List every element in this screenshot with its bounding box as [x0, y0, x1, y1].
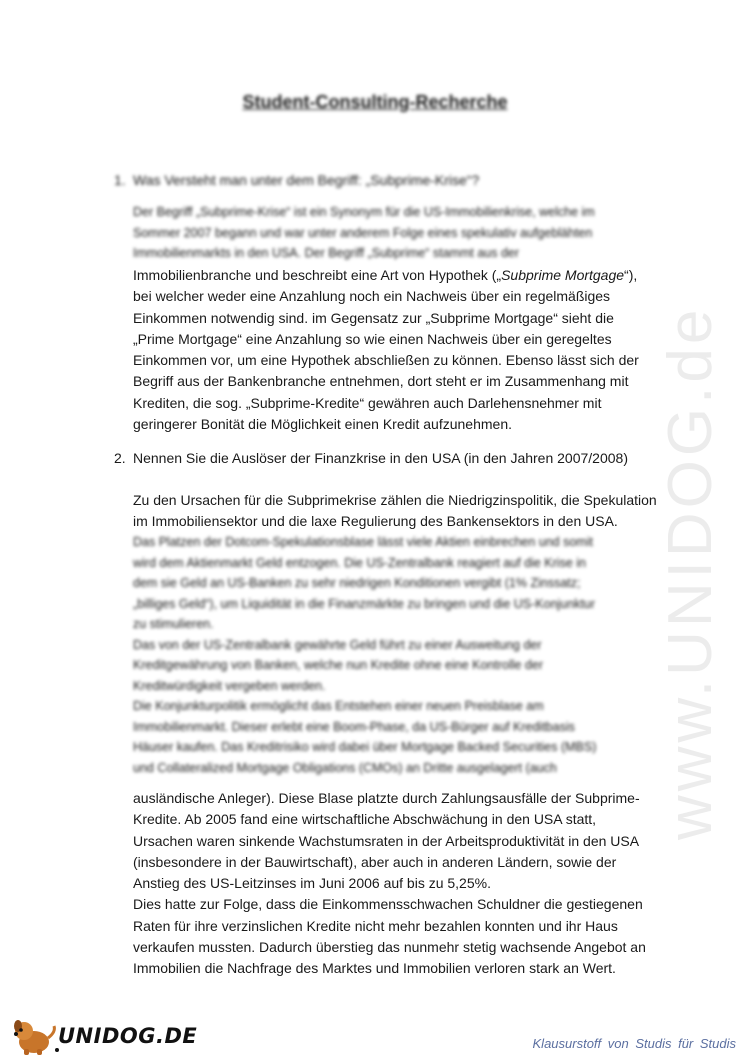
blurred-line: Die Konjunkturpolitik ermöglicht das Entstehen einer neuen Preisblase am	[133, 699, 544, 713]
blurred-line: Häuser kaufen. Das Kreditrisiko wird dabei über Mortgage Backed Securities (MBS)	[133, 740, 597, 754]
answer-1-italic-term: Subprime Mortgage	[501, 267, 625, 283]
unidog-logo[interactable]	[10, 1016, 197, 1056]
watermark: www.UNIDOG.de	[656, 305, 725, 840]
answer-2-intro: Zu den Ursachen für die Subprimekrise zählen die Niedrigzinspolitik, die Spekulation im Immobiliensektor und die laxe Regulierung des Bankensektors in den USA.	[133, 492, 657, 530]
question-1-text: Was Versteht man unter dem Begriff: „Subprime-Krise“?	[133, 172, 480, 188]
question-1-number: 1.	[114, 172, 126, 188]
answer-1-text	[133, 265, 658, 435]
page-title: Student-Consulting-Recherche	[242, 92, 508, 112]
answer-2-conclusion: Dies hatte zur Folge, dass die Einkommensschwachen Schuldner die gestiegenen Raten für ihre verzinslichen Kredite nicht mehr bezahlen konnten und ihr Haus verkaufen mussten. Dadurch überstieg das nunmehr stetig wachsende Angebot an Immobilien die Nachfrage des Marktes und Immobilien verloren stark an Wert.	[133, 896, 646, 977]
blurred-line: Der Begriff „Subprime-Krise“ ist ein Synonym für die US-Immobilienkrise, welche im	[133, 205, 595, 219]
dog-mascot-icon	[10, 1016, 62, 1056]
answer-1-blurred	[133, 202, 658, 264]
question-2-text: Nennen Sie die Auslöser der Finanzkrise in den USA (in den Jahren 2007/2008)	[133, 450, 628, 466]
footer-tagline: Klausurstoff von Studis für Studis	[532, 1036, 736, 1051]
blurred-line: dem sie Geld an US-Banken zu sehr niedrigen Konditionen vergibt (1% Zinssatz;	[133, 576, 581, 590]
blurred-line: Kreditgewährung von Banken, welche nun Kredite ohne eine Kontrolle der	[133, 658, 543, 672]
question-2-number: 2.	[114, 450, 126, 466]
blurred-line: Das von der US-Zentralbank gewährte Geld führt zu einer Ausweitung der	[133, 637, 542, 652]
blurred-line: Immobilienmarkts in den USA. Der Begriff „Subprime“ stammt aus der	[133, 246, 520, 260]
blurred-line: Das Platzen der Dotcom-Spekulationsblase lässt viele Aktien einbrechen und somit	[133, 535, 593, 549]
answer-2-blurred	[133, 532, 658, 778]
blurred-line: Sommer 2007 begann und war unter anderem Folge eines spekulativ aufgeblähten	[133, 225, 593, 240]
blurred-line: wird dem Aktienmarkt Geld entzogen. Die US-Zentralbank reagiert auf die Krise in	[133, 555, 586, 570]
answer-2-paragraph: ausländische Anleger). Diese Blase platzte durch Zahlungsausfälle der Subprime-Kredite. Ab 2005 fand eine wirtschaftliche Abschwächung in den USA statt, Ursachen waren sinkende Wachstumsraten in der Arbeitsproduktivität in den USA (insbesondere in der Bauwirtschaft), aber auch in anderen Ländern, sowie der Anstieg des US-Leitzinses im Juni 2006 auf bis zu 5,25%.	[133, 790, 640, 892]
blurred-line: und Collateralized Mortgage Obligations (CMOs) an Dritte ausgelagert (auch	[133, 760, 557, 775]
answer-1-text-rest: “), bei welcher weder eine Anzahlung noch ein Nachweis über ein regelmäßiges Einkommen notwendig sind. im Gegensatz zur „Subprime Mortgage“ sieht die „Prime Mortgage“ eine Anzahlung so wie einen Nachweis über ein geregeltes Einkommen vor, um eine Hypothek abschließen zu können. Ebenso lässt sich der Begriff aus der Bankenbranche entnehmen, dort steht er im Zusammenhang mit Krediten, die sog. „Subprime-Kredite“ gewähren auch Darlehensnehmer mit geringerer Bonität die Möglichkeit einen Kredit aufzunehmen.	[133, 267, 639, 433]
blurred-line: Kreditwürdigkeit vergeben werden.	[133, 678, 326, 693]
logo-text: UNIDOG.DE	[58, 1024, 198, 1048]
answer-2-text	[133, 788, 658, 980]
answer-1-text-start: Immobilienbranche und beschreibt eine Art von Hypothek („	[133, 267, 502, 283]
blurred-line: Immobilienmarkt. Dieser erlebt eine Boom-Phase, da US-Bürger auf Kreditbasis	[133, 719, 575, 734]
blurred-line: zu stimulieren.	[133, 617, 214, 631]
blurred-line: „billiges Geld“), um Liquidität in die Finanzmärkte zu bringen und die US-Konjunktur	[133, 596, 596, 611]
